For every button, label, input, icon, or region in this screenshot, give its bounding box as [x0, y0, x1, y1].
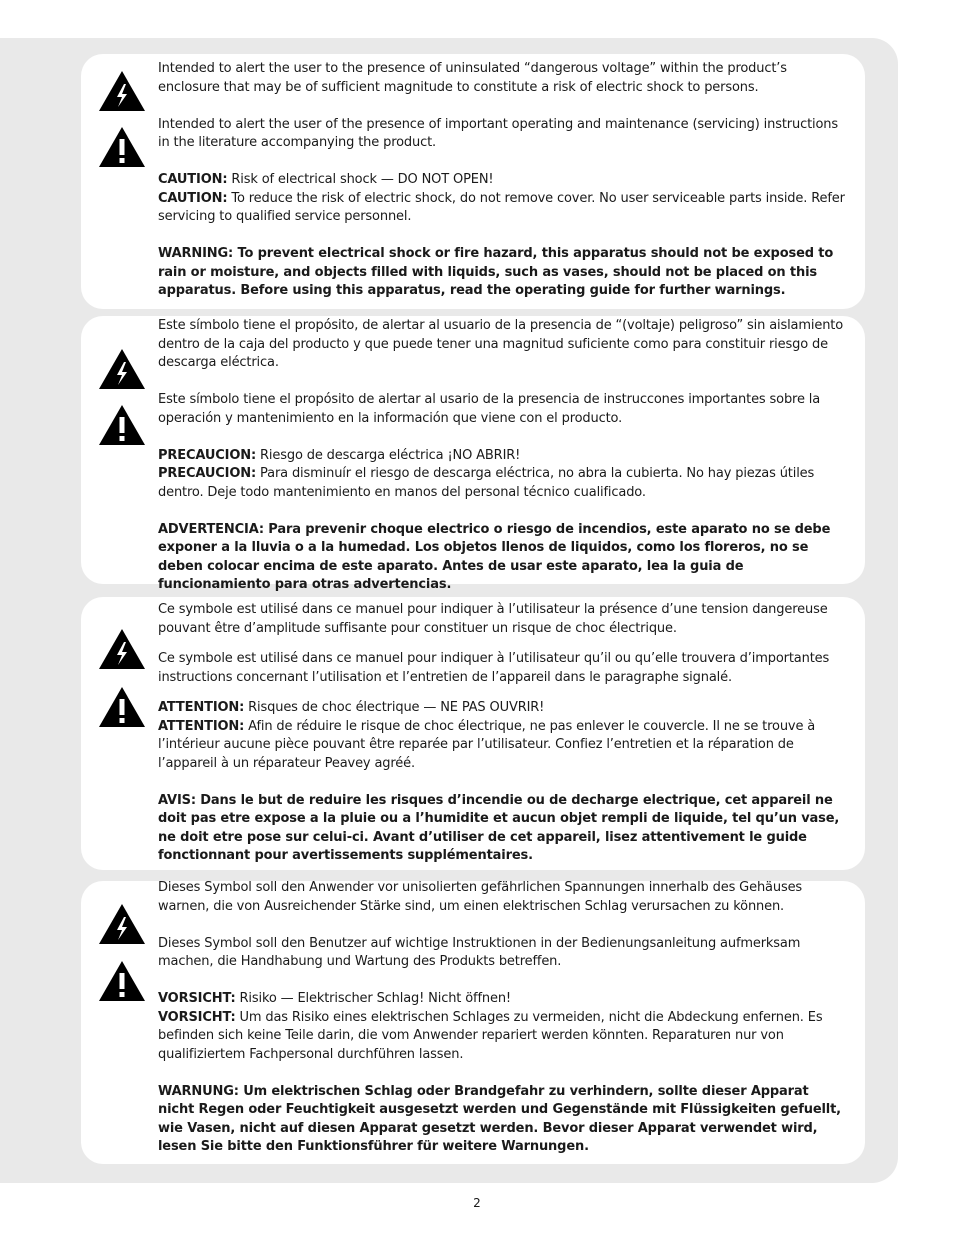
- caution-label: CAUTION:: [158, 172, 228, 187]
- caution-label: ATTENTION:: [158, 700, 245, 715]
- instructions-symbol-description: Intended to alert the user of the presence of important operating and maintenance (servicing) instructions in the literature accompanying the product.: [158, 116, 838, 150]
- caution-text: Afin de réduire le risque de choc électrique, ne pas enlever le couvercle. Il ne se trouve à l’intérieur aucune pièce pouvant être reparée par l’utilisateur. Confiez l’entretien et la réparation de l’appareil à un réparateur Peavey agréé.: [158, 718, 816, 771]
- voltage-symbol-description: Este símbolo tiene el propósito, de alertar al usuario de la presencia de “(voltaje) peligroso” sin aislamiento dentro de la caja del producto y que puede tener una magnitud suficiente como para constituir riesgo de descarga eléctrica.: [158, 318, 844, 370]
- voltage-symbol-description: Ce symbole est utilisé dans ce manuel pour indiquer à l’utilisateur la présence d’une tension dangereuse pouvant être d’amplitude suffisante pour constituer un risque de choc électrique.: [158, 602, 828, 636]
- voltage-symbol-description: Intended to alert the user to the presence of uninsulated “dangerous voltage” within the product’s enclosure that may be of sufficient magnitude to constitute a risk of electric shock to persons.: [158, 61, 787, 95]
- warning-paragraph: WARNING: To prevent electrical shock or fire hazard, this apparatus should not be exposed to rain or moisture, and objects filled with liquids, such as vases, should not be placed on this apparatus. Before using this apparatus, read the operating guide for further warnings.: [158, 246, 834, 298]
- safety-panel-german: [81, 881, 865, 1164]
- warning-paragraph: ADVERTENCIA: Para prevenir choque electrico o riesgo de incendios, este aparato no se debe exponer a la lluvia o a la humedad. Los objetos llenos de liquidos, como los floreros, no se deben colocar encima de este aparato. Antes de usar este aparato, lea la guia de funcionamiento para otras advertencias.: [158, 521, 831, 592]
- safety-panel-french: [81, 597, 865, 870]
- caution-label: VORSICHT:: [158, 1009, 236, 1025]
- panel-icons: [98, 70, 148, 168]
- panel-text: [158, 317, 848, 595]
- caution-text: Risiko — Elektrischer Schlag! Nicht öffnen!: [235, 991, 511, 1006]
- caution-line-2: [158, 1009, 848, 1065]
- page-number: 2: [473, 1196, 481, 1210]
- warning-paragraph: AVIS: Dans le but de reduire les risques d’incendie ou de decharge electrique, cet appareil ne doit pas etre expose a la pluie ou a l’humidite et aucun objet rempli de liquide, tel qu’un vase, ne doit etre pose sur celui-ci. Avant d’utiliser de cet appareil, lisez attentivement le guide fonctionnant pour avertissements supplémentaires.: [158, 792, 840, 863]
- caution-label: CAUTION:: [158, 190, 228, 206]
- instructions-symbol-description: Este símbolo tiene el propósito de alertar al usario de la presencia de instruccones importantes sobre la operación y mantenimiento en la información que viene con el producto.: [158, 392, 821, 426]
- lightning-warning-icon: [98, 903, 146, 945]
- page-background: [0, 38, 898, 1183]
- panel-icons: [98, 628, 148, 728]
- panel-text: [158, 879, 848, 1157]
- caution-label: PRECAUCION:: [158, 447, 257, 463]
- panel-icons: [98, 903, 148, 1002]
- caution-text: Para disminuír el riesgo de descarga eléctrica, no abra la cubierta. No hay piezas útiles dentro. Deje todo mantenimiento en manos del personal técnico cualificado.: [158, 466, 815, 500]
- caution-line-1: [158, 447, 848, 466]
- caution-line-2: [158, 190, 848, 227]
- safety-panel-english: [81, 54, 865, 309]
- caution-line-1: [158, 990, 848, 1009]
- caution-line-1: [158, 171, 848, 190]
- instructions-symbol-description: Dieses Symbol soll den Benutzer auf wichtige Instruktionen in der Bedienungsanleitung aufmerksam machen, die Handhabung und Wartung des Produkts betreffen.: [158, 935, 801, 969]
- lightning-warning-icon: [98, 628, 146, 670]
- lightning-warning-icon: [98, 348, 146, 390]
- caution-line-2: [158, 465, 848, 502]
- safety-panel-spanish: [81, 316, 865, 592]
- panel-text: [158, 601, 848, 866]
- caution-line-2: [158, 718, 848, 774]
- caution-label: PRECAUCION:: [158, 466, 257, 481]
- caution-text: Risques de choc électrique — NE PAS OUVRIR!: [244, 700, 545, 715]
- caution-label: ATTENTION:: [158, 718, 245, 734]
- panel-text: [158, 60, 848, 301]
- instructions-symbol-description: Ce symbole est utilisé dans ce manuel pour indiquer à l’utilisateur qu’il ou qu’elle trouvera d’importantes instructions concernant l’utilisation et l’entretien de l’appareil dans le paragraphe signalé.: [158, 651, 830, 685]
- exclamation-warning-icon: [98, 960, 146, 1002]
- lightning-warning-icon: [98, 70, 146, 112]
- voltage-symbol-description: Dieses Symbol soll den Anwender vor unisolierten gefährlichen Spannungen innerhalb des Gehäuses warnen, die von Ausreichender Stärke sind, um einen elektrischen Schlag verursachen zu können.: [158, 880, 803, 914]
- caution-text: To reduce the risk of electric shock, do not remove cover. No user serviceable parts inside. Refer servicing to qualified service personnel.: [158, 190, 845, 224]
- warning-paragraph: WARNUNG: Um elektrischen Schlag oder Brandgefahr zu verhindern, sollte dieser Apparat nicht Regen oder Feuchtigkeit ausgesetzt werden und Gegenstände mit Flüssigkeiten gefuellt, wie Vasen, nicht auf diesen Apparat gesetzt werden. Bevor dieser Apparat verwendet wird, lesen Sie bitte den Funktionsführer für weitere Warnungen.: [158, 1083, 841, 1154]
- panel-icons: [98, 348, 148, 446]
- caution-line-1: [158, 699, 848, 718]
- exclamation-warning-icon: [98, 686, 146, 728]
- caution-text: Um das Risiko eines elektrischen Schlages zu vermeiden, nicht die Abdeckung enfernen. Es befinden sich keine Teile darin, die vom Anwender repariert werden könnten. Reparaturen nur von qualifiziertem Fachpersonal durchführen lassen.: [158, 1009, 823, 1062]
- caution-text: Riesgo de descarga eléctrica ¡NO ABRIR!: [256, 447, 521, 463]
- caution-label: VORSICHT:: [158, 991, 236, 1006]
- caution-text: Risk of electrical shock — DO NOT OPEN!: [227, 172, 494, 187]
- exclamation-warning-icon: [98, 404, 146, 446]
- exclamation-warning-icon: [98, 126, 146, 168]
